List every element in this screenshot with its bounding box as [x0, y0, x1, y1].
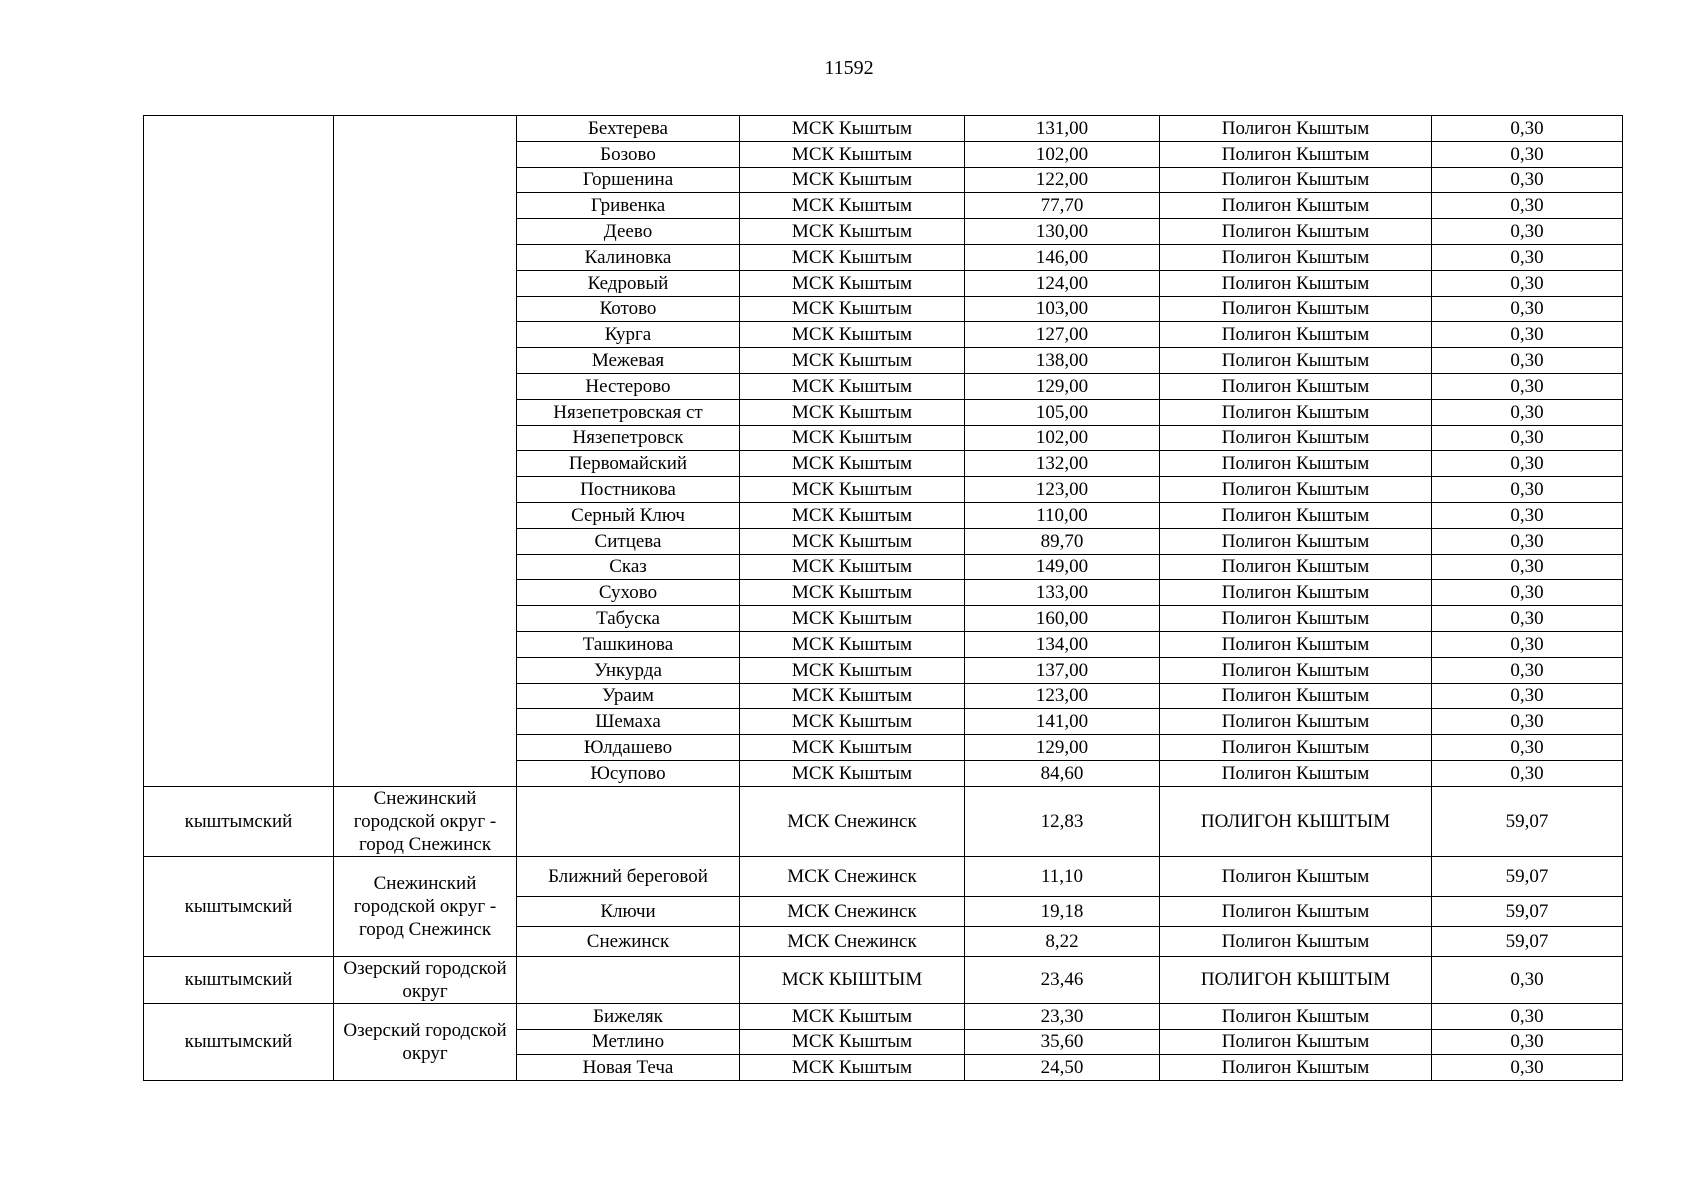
value-cell: 0,30 — [1432, 683, 1623, 709]
facility-cell: Полигон Кыштым — [1160, 451, 1432, 477]
facility-cell: Полигон Кыштым — [1160, 528, 1432, 554]
facility-cell: ПОЛИГОН КЫШТЫМ — [1160, 786, 1432, 856]
settlement-cell: Нязепетровск — [517, 425, 740, 451]
distance-cell: 24,50 — [965, 1055, 1160, 1081]
facility-cell: Полигон Кыштым — [1160, 193, 1432, 219]
zone-cell: кыштымский — [144, 786, 334, 856]
facility-cell: Полигон Кыштым — [1160, 1055, 1432, 1081]
settlement-cell: Бижеляк — [517, 1003, 740, 1029]
operator-cell: МСК Кыштым — [740, 373, 965, 399]
facility-cell: Полигон Кыштым — [1160, 270, 1432, 296]
value-cell: 0,30 — [1432, 296, 1623, 322]
operator-cell: МСК Кыштым — [740, 270, 965, 296]
distance-cell: 123,00 — [965, 477, 1160, 503]
operator-cell: МСК Кыштым — [740, 141, 965, 167]
table-row — [144, 116, 1623, 142]
settlement-cell — [517, 956, 740, 1003]
value-cell: 0,30 — [1432, 451, 1623, 477]
operator-cell: МСК Кыштым — [740, 580, 965, 606]
value-cell: 59,07 — [1432, 856, 1623, 896]
value-cell: 0,30 — [1432, 956, 1623, 1003]
operator-cell: МСК Кыштым — [740, 1029, 965, 1055]
settlement-cell: Табуска — [517, 606, 740, 632]
operator-cell: МСК Кыштым — [740, 451, 965, 477]
table-body — [144, 116, 1623, 1081]
facility-cell: Полигон Кыштым — [1160, 760, 1432, 786]
facility-cell: Полигон Кыштым — [1160, 580, 1432, 606]
settlement-cell: Шемаха — [517, 709, 740, 735]
distance-cell: 89,70 — [965, 528, 1160, 554]
value-cell: 0,30 — [1432, 373, 1623, 399]
operator-cell: МСК Кыштым — [740, 425, 965, 451]
facility-cell: Полигон Кыштым — [1160, 683, 1432, 709]
settlement-cell: Юлдашево — [517, 735, 740, 761]
operator-cell: МСК Кыштым — [740, 683, 965, 709]
settlement-cell: Нязепетровская ст — [517, 399, 740, 425]
operator-cell: МСК Кыштым — [740, 167, 965, 193]
facility-cell: Полигон Кыштым — [1160, 896, 1432, 926]
settlement-cell: Ураим — [517, 683, 740, 709]
distance-cell: 12,83 — [965, 786, 1160, 856]
facility-cell: Полигон Кыштым — [1160, 167, 1432, 193]
distance-cell: 123,00 — [965, 683, 1160, 709]
value-cell: 0,30 — [1432, 735, 1623, 761]
value-cell: 59,07 — [1432, 896, 1623, 926]
settlement-cell: Курга — [517, 322, 740, 348]
value-cell: 0,30 — [1432, 1029, 1623, 1055]
settlement-cell: Сухово — [517, 580, 740, 606]
settlement-cell: Котово — [517, 296, 740, 322]
distance-cell: 133,00 — [965, 580, 1160, 606]
value-cell: 0,30 — [1432, 502, 1623, 528]
operator-cell: МСК Кыштым — [740, 554, 965, 580]
settlement-cell: Метлино — [517, 1029, 740, 1055]
facility-cell: ПОЛИГОН КЫШТЫМ — [1160, 956, 1432, 1003]
value-cell: 0,30 — [1432, 760, 1623, 786]
zone-cell: кыштымский — [144, 1003, 334, 1080]
municipality-cell: Снежинский городской округ - город Снежинск — [334, 856, 517, 956]
municipality-cell: Снежинский городской округ - город Снежинск — [334, 786, 517, 856]
distance-cell: 84,60 — [965, 760, 1160, 786]
operator-cell: МСК Кыштым — [740, 1055, 965, 1081]
value-cell: 0,30 — [1432, 116, 1623, 142]
operator-cell: МСК Кыштым — [740, 1003, 965, 1029]
distance-cell: 105,00 — [965, 399, 1160, 425]
distance-cell: 110,00 — [965, 502, 1160, 528]
distance-cell: 146,00 — [965, 244, 1160, 270]
operator-cell: МСК Кыштым — [740, 477, 965, 503]
municipality-cell: Озерский городской округ — [334, 956, 517, 1003]
settlement-cell: Калиновка — [517, 244, 740, 270]
settlement-cell: Первомайский — [517, 451, 740, 477]
facility-cell: Полигон Кыштым — [1160, 1029, 1432, 1055]
settlement-cell: Гривенка — [517, 193, 740, 219]
distance-cell: 141,00 — [965, 709, 1160, 735]
facility-cell: Полигон Кыштым — [1160, 735, 1432, 761]
facility-cell: Полигон Кыштым — [1160, 322, 1432, 348]
transport-distance-table — [143, 115, 1623, 1081]
facility-cell: Полигон Кыштым — [1160, 631, 1432, 657]
value-cell: 0,30 — [1432, 477, 1623, 503]
operator-cell: МСК КЫШТЫМ — [740, 956, 965, 1003]
facility-cell: Полигон Кыштым — [1160, 373, 1432, 399]
settlement-cell: Нестерово — [517, 373, 740, 399]
facility-cell: Полигон Кыштым — [1160, 926, 1432, 956]
settlement-cell: Сказ — [517, 554, 740, 580]
value-cell: 0,30 — [1432, 399, 1623, 425]
operator-cell: МСК Кыштым — [740, 631, 965, 657]
operator-cell: МСК Кыштым — [740, 116, 965, 142]
settlement-cell: Бехтерева — [517, 116, 740, 142]
value-cell: 0,30 — [1432, 193, 1623, 219]
operator-cell: МСК Кыштым — [740, 322, 965, 348]
operator-cell: МСК Кыштым — [740, 193, 965, 219]
settlement-cell — [517, 786, 740, 856]
settlement-cell: Новая Теча — [517, 1055, 740, 1081]
value-cell: 0,30 — [1432, 141, 1623, 167]
settlement-cell: Серный Ключ — [517, 502, 740, 528]
distance-cell: 149,00 — [965, 554, 1160, 580]
value-cell: 59,07 — [1432, 786, 1623, 856]
facility-cell: Полигон Кыштым — [1160, 554, 1432, 580]
facility-cell: Полигон Кыштым — [1160, 116, 1432, 142]
value-cell: 0,30 — [1432, 322, 1623, 348]
value-cell: 0,30 — [1432, 348, 1623, 374]
operator-cell: МСК Кыштым — [740, 709, 965, 735]
value-cell: 0,30 — [1432, 580, 1623, 606]
operator-cell: МСК Кыштым — [740, 399, 965, 425]
facility-cell: Полигон Кыштым — [1160, 296, 1432, 322]
value-cell: 0,30 — [1432, 528, 1623, 554]
operator-cell: МСК Кыштым — [740, 606, 965, 632]
municipality-cell: Озерский городской округ — [334, 1003, 517, 1080]
settlement-cell: Деево — [517, 219, 740, 245]
settlement-cell: Ключи — [517, 896, 740, 926]
facility-cell: Полигон Кыштым — [1160, 244, 1432, 270]
distance-cell: 77,70 — [965, 193, 1160, 219]
table-row — [144, 856, 1623, 896]
operator-cell: МСК Кыштым — [740, 528, 965, 554]
facility-cell: Полигон Кыштым — [1160, 141, 1432, 167]
facility-cell: Полигон Кыштым — [1160, 709, 1432, 735]
operator-cell: МСК Кыштым — [740, 244, 965, 270]
settlement-cell: Ункурда — [517, 657, 740, 683]
distance-cell: 23,46 — [965, 956, 1160, 1003]
table-row — [144, 1003, 1623, 1029]
settlement-cell: Межевая — [517, 348, 740, 374]
distance-cell: 19,18 — [965, 896, 1160, 926]
distance-cell: 160,00 — [965, 606, 1160, 632]
value-cell: 0,30 — [1432, 631, 1623, 657]
table-row — [144, 786, 1623, 856]
operator-cell: МСК Снежинск — [740, 786, 965, 856]
settlement-cell: Ситцева — [517, 528, 740, 554]
facility-cell: Полигон Кыштым — [1160, 606, 1432, 632]
facility-cell: Полигон Кыштым — [1160, 425, 1432, 451]
operator-cell: МСК Кыштым — [740, 502, 965, 528]
settlement-cell: Горшенина — [517, 167, 740, 193]
distance-cell: 129,00 — [965, 373, 1160, 399]
operator-cell: МСК Кыштым — [740, 348, 965, 374]
value-cell: 0,30 — [1432, 1003, 1623, 1029]
value-cell: 0,30 — [1432, 270, 1623, 296]
facility-cell: Полигон Кыштым — [1160, 348, 1432, 374]
distance-cell: 23,30 — [965, 1003, 1160, 1029]
facility-cell: Полигон Кыштым — [1160, 399, 1432, 425]
operator-cell: МСК Кыштым — [740, 219, 965, 245]
distance-cell: 103,00 — [965, 296, 1160, 322]
value-cell: 0,30 — [1432, 425, 1623, 451]
zone-cell-empty — [144, 116, 334, 787]
settlement-cell: Юсупово — [517, 760, 740, 786]
operator-cell: МСК Кыштым — [740, 296, 965, 322]
zone-cell: кыштымский — [144, 856, 334, 956]
municipality-cell-empty — [334, 116, 517, 787]
value-cell: 0,30 — [1432, 606, 1623, 632]
distance-cell: 11,10 — [965, 856, 1160, 896]
settlement-cell: Постникова — [517, 477, 740, 503]
operator-cell: МСК Кыштым — [740, 657, 965, 683]
settlement-cell: Ташкинова — [517, 631, 740, 657]
value-cell: 59,07 — [1432, 926, 1623, 956]
zone-cell: кыштымский — [144, 956, 334, 1003]
settlement-cell: Бозово — [517, 141, 740, 167]
facility-cell: Полигон Кыштым — [1160, 219, 1432, 245]
facility-cell: Полигон Кыштым — [1160, 657, 1432, 683]
value-cell: 0,30 — [1432, 1055, 1623, 1081]
distance-cell: 129,00 — [965, 735, 1160, 761]
table-row — [144, 956, 1623, 1003]
distance-cell: 124,00 — [965, 270, 1160, 296]
operator-cell: МСК Снежинск — [740, 896, 965, 926]
operator-cell: МСК Кыштым — [740, 735, 965, 761]
distance-cell: 137,00 — [965, 657, 1160, 683]
facility-cell: Полигон Кыштым — [1160, 1003, 1432, 1029]
settlement-cell: Кедровый — [517, 270, 740, 296]
distance-cell: 102,00 — [965, 141, 1160, 167]
distance-cell: 35,60 — [965, 1029, 1160, 1055]
distance-cell: 122,00 — [965, 167, 1160, 193]
value-cell: 0,30 — [1432, 244, 1623, 270]
distance-cell: 130,00 — [965, 219, 1160, 245]
value-cell: 0,30 — [1432, 709, 1623, 735]
distance-cell: 102,00 — [965, 425, 1160, 451]
facility-cell: Полигон Кыштым — [1160, 502, 1432, 528]
distance-cell: 8,22 — [965, 926, 1160, 956]
settlement-cell: Ближний береговой — [517, 856, 740, 896]
operator-cell: МСК Снежинск — [740, 856, 965, 896]
operator-cell: МСК Кыштым — [740, 760, 965, 786]
page-number: 11592 — [824, 57, 874, 79]
value-cell: 0,30 — [1432, 657, 1623, 683]
value-cell: 0,30 — [1432, 167, 1623, 193]
value-cell: 0,30 — [1432, 219, 1623, 245]
distance-cell: 138,00 — [965, 348, 1160, 374]
operator-cell: МСК Снежинск — [740, 926, 965, 956]
facility-cell: Полигон Кыштым — [1160, 477, 1432, 503]
facility-cell: Полигон Кыштым — [1160, 856, 1432, 896]
settlement-cell: Снежинск — [517, 926, 740, 956]
distance-cell: 131,00 — [965, 116, 1160, 142]
distance-cell: 127,00 — [965, 322, 1160, 348]
distance-cell: 134,00 — [965, 631, 1160, 657]
distance-cell: 132,00 — [965, 451, 1160, 477]
value-cell: 0,30 — [1432, 554, 1623, 580]
